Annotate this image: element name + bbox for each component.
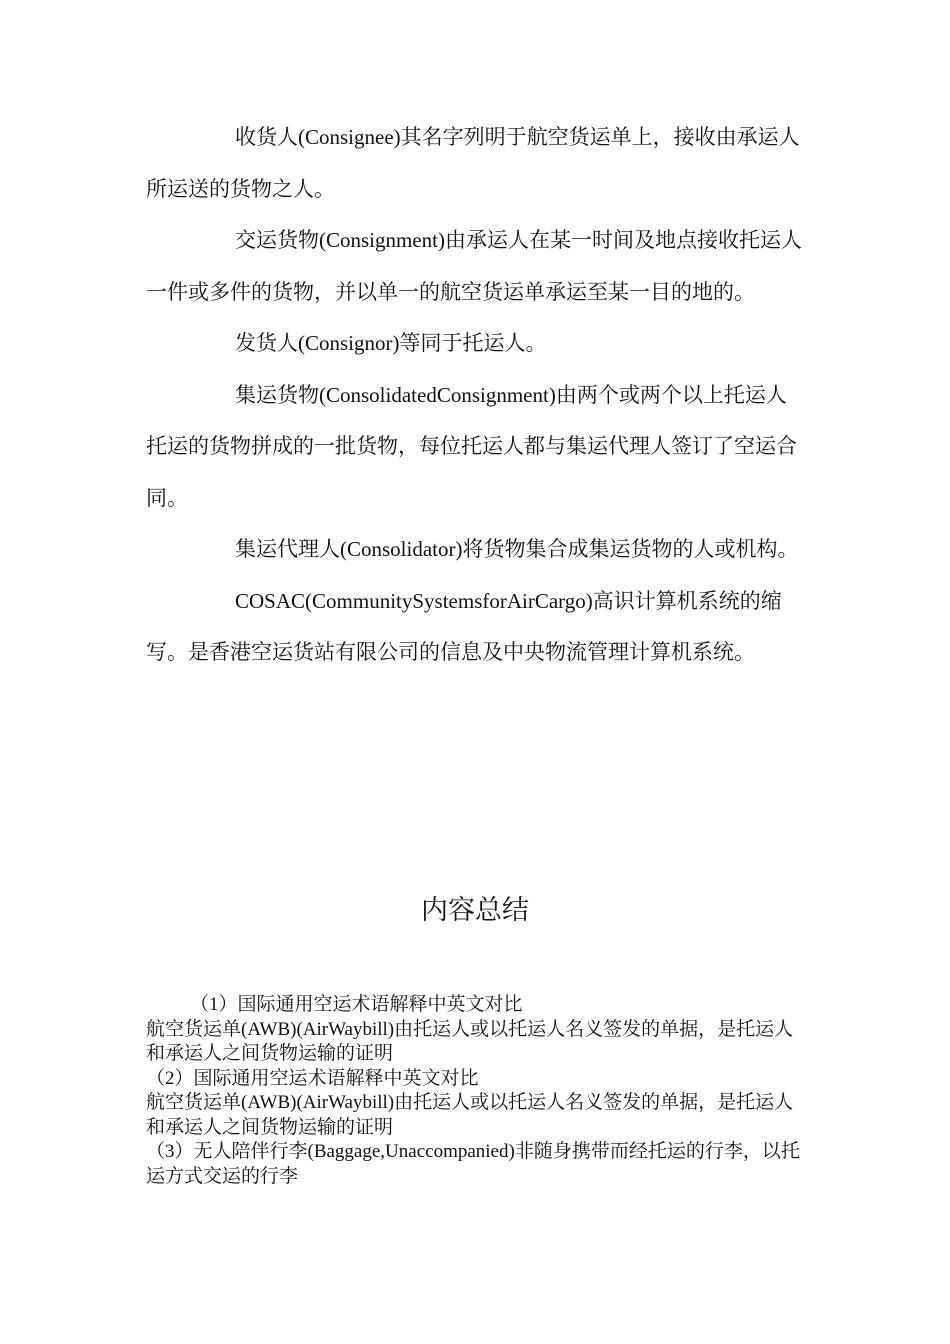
paragraph-consolidated-consignment: 集运货物(ConsolidatedConsignment)由两个或两个以上托运人托运的货物拼成的一批货物，每位托运人都与集运代理人签订了空运合同。: [146, 382, 797, 510]
summary-title: 内容总结: [421, 895, 529, 925]
summary-section: [146, 993, 806, 1189]
document-body: [146, 112, 806, 679]
paragraph-consignor: 发货人(Consignor)等同于托运人。: [235, 331, 547, 355]
summary-line: （3）无人陪伴行李(Baggage,Unaccompanied)非随身携带而经托运的行李，以托运方式交运的行李: [146, 1141, 800, 1187]
paragraph-consolidator: 集运代理人(Consolidator)将货物集合成集运货物的人或机构。: [235, 537, 799, 561]
paragraph-consignment: 交运货物(Consignment)由承运人在某一时间及地点接收托运人一件或多件的货物，并以单一的航空货运单承运至某一目的地的。: [146, 228, 802, 304]
paragraph-consignee: 收货人(Consignee)其名字列明于航空货运单上，接收由承运人所运送的货物之人。: [146, 125, 800, 201]
summary-line: （1）国际通用空运术语解释中英文对比: [190, 994, 523, 1015]
paragraph-cosac: COSAC(CommunitySystemsforAirCargo)高识计算机系统的缩写。是香港空运货站有限公司的信息及中央物流管理计算机系统。: [146, 588, 782, 664]
summary-line: 航空货运单(AWB)(AirWaybill)由托运人或以托运人名义签发的单据，是托运人和承运人之间货物运输的证明: [146, 1018, 794, 1064]
summary-line: （2）国际通用空运术语解释中英文对比: [146, 1067, 479, 1089]
summary-line: 航空货运单(AWB)(AirWaybill)由托运人或以托运人名义签发的单据，是托运人和承运人之间货物运输的证明: [146, 1092, 794, 1138]
